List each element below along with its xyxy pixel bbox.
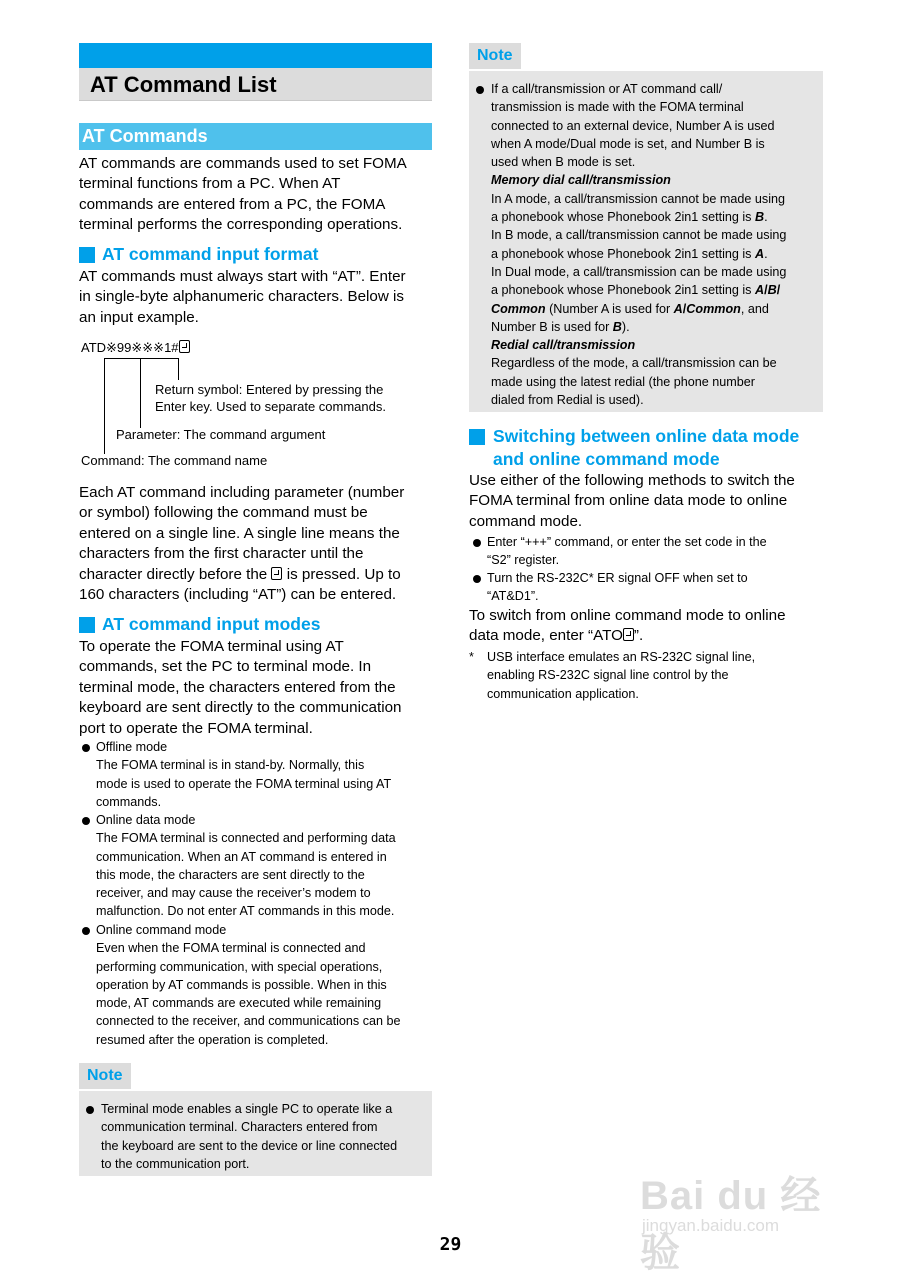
intro-line: commands are entered from a PC, the FOMA bbox=[79, 195, 386, 213]
switching-after bbox=[469, 606, 829, 647]
return-label-line: Return symbol: Entered by pressing the bbox=[155, 382, 384, 397]
switching-heading bbox=[493, 425, 799, 470]
modes-paragraph bbox=[79, 637, 439, 739]
enter-key-icon bbox=[271, 567, 282, 580]
intro-line: terminal functions from a PC. When AT bbox=[79, 175, 341, 193]
note-line: transmission is made with the FOMA terminal bbox=[491, 100, 744, 115]
redial-title: Redial call/transmission bbox=[491, 338, 636, 353]
note-line: made using the latest redial (the phone number bbox=[491, 374, 755, 389]
page-title: AT Command List bbox=[90, 72, 277, 97]
bullet-icon bbox=[473, 575, 481, 583]
format-body-line: entered on a single line. A single line means the bbox=[79, 524, 400, 542]
note-line: Terminal mode enables a single PC to operate like a bbox=[101, 1102, 393, 1116]
switching-line: command mode. bbox=[469, 512, 583, 530]
format-line: in single-byte alphanumeric characters. Below is bbox=[79, 288, 404, 306]
footnote-line: enabling RS-232C signal line control by the bbox=[487, 668, 729, 683]
note-line: when A mode/Dual mode is set, and Number B is bbox=[491, 136, 765, 151]
modes-heading: AT command input modes bbox=[102, 614, 321, 634]
text-run: / bbox=[776, 283, 781, 298]
text-run: B bbox=[767, 283, 777, 298]
format-line: AT commands must always start with “AT”. Enter bbox=[79, 268, 406, 285]
heading-square-icon bbox=[469, 429, 485, 445]
text-run: Common bbox=[686, 301, 741, 316]
intro-line: AT commands are commands used to set FOMA bbox=[79, 155, 407, 172]
note-line: connected to an external device, Number A is used bbox=[491, 118, 775, 133]
modes-line: commands, set the PC to terminal mode. In bbox=[79, 658, 372, 676]
modes-line: To operate the FOMA terminal using AT bbox=[79, 638, 344, 655]
diagram-line-parameter bbox=[140, 358, 141, 428]
text-run: / bbox=[682, 301, 687, 316]
text-run: character directly before the bbox=[79, 565, 268, 583]
note-line: In A mode, a call/transmission cannot be made using bbox=[491, 191, 786, 206]
watermark-text: Bai du 经验 bbox=[640, 1174, 822, 1275]
title-accent-bar bbox=[79, 43, 432, 68]
footnote-line: USB interface emulates an RS-232C signal line, bbox=[487, 650, 756, 664]
note-tab-right: Note bbox=[469, 43, 521, 69]
switching-line: To switch from online command mode to online bbox=[469, 607, 786, 624]
mode-line: performing communication, with special operations, bbox=[96, 959, 383, 974]
mode-line: malfunction. Do not enter AT commands in this mode. bbox=[96, 904, 395, 919]
note-line bbox=[491, 281, 821, 299]
diagram-line-command bbox=[104, 358, 105, 454]
modes-line: port to operate the FOMA terminal. bbox=[79, 719, 313, 737]
format-body-line: 160 characters (including “AT”) can be entered. bbox=[79, 586, 397, 604]
bullet-line: “AT&D1”. bbox=[487, 589, 539, 604]
note-line: In B mode, a call/transmission cannot be made using bbox=[491, 228, 787, 243]
text-run: a phonebook whose Phonebook 2in1 setting is bbox=[491, 246, 755, 261]
page-number: 29 bbox=[439, 1234, 462, 1255]
format-body-line: Each AT command including parameter (number bbox=[79, 484, 405, 501]
note-line bbox=[491, 300, 821, 318]
diagram-bracket bbox=[104, 358, 179, 359]
mode-line: commands. bbox=[96, 794, 162, 809]
mode-item-online-data bbox=[96, 811, 441, 921]
mode-line: operation by AT commands is possible. When in this bbox=[96, 977, 387, 992]
text-run: ). bbox=[621, 319, 630, 334]
text-run: (Number A is used for bbox=[545, 301, 674, 316]
text-run: . bbox=[764, 210, 768, 225]
note-line: to the communication port. bbox=[101, 1156, 250, 1171]
text-run: Common bbox=[491, 301, 546, 316]
command-label: Command: The command name bbox=[81, 453, 268, 468]
switching-bullet bbox=[487, 569, 827, 606]
format-body-line: or symbol) following the command must be bbox=[79, 504, 368, 522]
mode-line: mode, AT commands are executed while remaining bbox=[96, 996, 382, 1011]
bullet-icon bbox=[82, 744, 90, 752]
bullet-icon bbox=[82, 927, 90, 935]
note-line bbox=[491, 245, 821, 263]
bullet-icon bbox=[82, 817, 90, 825]
format-body-line: characters from the first character until the bbox=[79, 545, 364, 563]
heading-line: and online command mode bbox=[493, 448, 720, 469]
text-run: B bbox=[612, 319, 622, 334]
intro-paragraph bbox=[79, 154, 439, 236]
text-run: / bbox=[764, 283, 768, 298]
return-label bbox=[155, 382, 386, 415]
bullet-line: Enter “+++” command, or enter the set code in the bbox=[487, 535, 767, 549]
mode-title: Offline mode bbox=[96, 740, 168, 754]
text-run: , and bbox=[740, 301, 769, 316]
note-tab-left: Note bbox=[79, 1063, 131, 1089]
bullet-icon bbox=[476, 86, 484, 94]
footnote-line: communication application. bbox=[487, 686, 639, 701]
note-line: dialed from Redial is used). bbox=[491, 393, 644, 408]
mode-line: receiver, and may cause the receiver’s modem to bbox=[96, 886, 371, 901]
format-paragraph bbox=[79, 267, 439, 328]
enter-key-icon bbox=[623, 628, 634, 641]
switching-paragraph bbox=[469, 471, 829, 532]
diagram-line-return bbox=[178, 358, 179, 380]
example-text: ATD※99※※※1# bbox=[81, 340, 179, 355]
mode-line: communication. When an AT command is entered in bbox=[96, 849, 387, 864]
heading-square-icon bbox=[79, 617, 95, 633]
note-line: In Dual mode, a call/transmission can be made using bbox=[491, 264, 787, 279]
memory-dial-title: Memory dial call/transmission bbox=[491, 173, 671, 188]
bullet-icon bbox=[473, 539, 481, 547]
text-run: . bbox=[764, 246, 768, 261]
note-line: Regardless of the mode, a call/transmission can be bbox=[491, 356, 777, 371]
footnote-mark: * bbox=[469, 650, 474, 664]
mode-line: Even when the FOMA terminal is connected and bbox=[96, 941, 366, 956]
text-run: ”. bbox=[633, 627, 644, 645]
text-run: A bbox=[673, 301, 683, 316]
bullet-line: Turn the RS-232C* ER signal OFF when set to bbox=[487, 571, 748, 585]
text-run: data mode, enter “ATO bbox=[469, 627, 623, 645]
section-header bbox=[79, 123, 432, 150]
mode-line: this mode, the characters are sent directly to the bbox=[96, 867, 365, 882]
text-run: B bbox=[754, 210, 765, 225]
note-line: the keyboard are sent to the device or line connected bbox=[101, 1138, 398, 1153]
watermark-url: jingyan.baidu.com bbox=[642, 1216, 780, 1235]
note-line bbox=[491, 208, 821, 226]
page-title-block bbox=[79, 43, 432, 101]
note-line bbox=[491, 318, 821, 336]
format-line: an input example. bbox=[79, 308, 199, 326]
text-run: a phonebook whose Phonebook 2in1 setting is bbox=[491, 283, 755, 298]
example-command bbox=[81, 340, 190, 357]
note-line: communication terminal. Characters entered from bbox=[101, 1120, 378, 1135]
heading-line: Switching between online data mode bbox=[493, 426, 800, 446]
switching-bullet bbox=[487, 533, 827, 570]
switching-line: Use either of the following methods to switch the bbox=[469, 472, 795, 489]
mode-title: Online data mode bbox=[96, 813, 196, 827]
text-run: a phonebook whose Phonebook 2in1 setting is bbox=[491, 210, 755, 225]
bullet-icon bbox=[86, 1106, 94, 1114]
section-title: AT Commands bbox=[82, 126, 208, 146]
text-run: Number B is used for bbox=[491, 319, 613, 334]
return-label-line: Enter key. Used to separate commands. bbox=[155, 398, 386, 414]
heading-square-icon bbox=[79, 247, 95, 263]
note-line: If a call/transmission or AT command call/ bbox=[491, 82, 723, 96]
format-body bbox=[79, 483, 439, 605]
mode-line: resumed after the operation is completed. bbox=[96, 1032, 329, 1047]
mode-line: mode is used to operate the FOMA terminal using AT bbox=[96, 776, 392, 791]
note-right-text bbox=[491, 80, 821, 409]
mode-line: connected to the receiver, and communications can be bbox=[96, 1014, 401, 1029]
bullet-line: “S2” register. bbox=[487, 553, 560, 568]
switching-line: FOMA terminal from online data mode to online bbox=[469, 492, 788, 510]
mode-line: The FOMA terminal is in stand-by. Normally, this bbox=[96, 758, 365, 773]
mode-item-online-command bbox=[96, 921, 441, 1049]
enter-key-icon bbox=[179, 340, 190, 353]
switching-line bbox=[469, 626, 829, 646]
format-heading: AT command input format bbox=[102, 244, 319, 264]
mode-line: The FOMA terminal is connected and performing data bbox=[96, 831, 396, 846]
text-run: is pressed. Up to bbox=[282, 565, 401, 583]
parameter-label: Parameter: The command argument bbox=[116, 427, 326, 442]
footnote bbox=[487, 648, 827, 703]
text-run: A bbox=[754, 283, 765, 298]
mode-item-offline bbox=[96, 738, 441, 811]
note-left-text bbox=[101, 1100, 431, 1173]
text-run: A bbox=[754, 246, 765, 261]
format-body-line bbox=[79, 565, 439, 585]
intro-line: terminal performs the corresponding operations. bbox=[79, 216, 403, 234]
mode-title: Online command mode bbox=[96, 923, 227, 937]
modes-line: keyboard are sent directly to the communication bbox=[79, 699, 402, 717]
modes-line: terminal mode, the characters entered from the bbox=[79, 678, 396, 696]
note-line: used when B mode is set. bbox=[491, 155, 636, 170]
